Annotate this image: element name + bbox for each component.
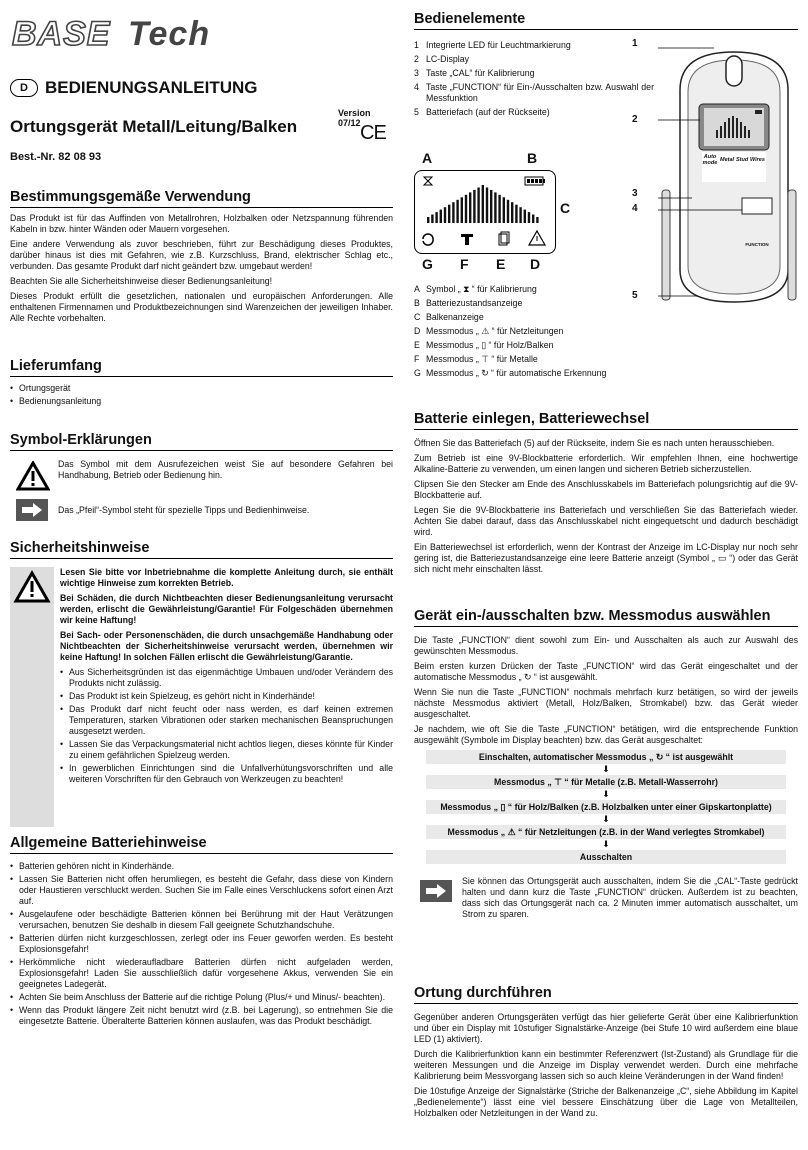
device-illustration	[632, 38, 798, 310]
ce-mark: CE	[360, 122, 386, 144]
flow-step: Messmodus „ ⚠ “ für Netzleitungen (z.B. in der Wand verlegtes Stromkabel)	[426, 825, 786, 839]
lcd-bar-segment	[524, 210, 526, 223]
lcd-bar-segment	[519, 207, 521, 223]
legend-item: A Symbol „ ⧗ “ für Kalibrierung	[414, 284, 537, 294]
scope-heading: Lieferumfang	[10, 358, 393, 377]
paragraph: Dieses Produkt erfüllt die gesetzlichen, nationalen und europäischen Anforderungen. Alle enthaltenen Firmennamen und Produktbezeichnungen sind Warenzeichen der jeweiligen Inhaber. Alle Rechte vorbehalten.	[10, 291, 393, 323]
list-item: • Lassen Sie Batterien nicht offen herumliegen, es besteht die Gefahr, dass diese von Kindern oder Haustieren verschluckt werden. Suchen Sie im Falle eines Verschluckens sofort einen Arzt auf.	[10, 874, 393, 907]
list-item: • Lassen Sie das Verpackungsmaterial nicht achtlos liegen, dieses könnte für Kinder zu einem gefährlichen Spielzeug werden.	[60, 739, 393, 761]
lcd-bar-segment	[494, 192, 496, 223]
list-item: • Ausgelaufene oder beschädigte Batterien können bei Berührung mit der Haut Verätzungen verursachen, benutzen Sie deshalb in diesem Fall geeignete Schutzhandschuhe.	[10, 909, 393, 931]
legend-item: C Balkenanzeige	[414, 312, 484, 322]
battery-icon	[525, 177, 545, 185]
paragraph: Legen Sie die 9V-Blockbatterie ins Batteriefach und verschließen Sie das Batteriefach wieder. Achten Sie dabei darauf, dass das Anschlusskabel nicht eingequetscht und dadurch beschädigt wird.	[414, 505, 798, 537]
wires-mode-icon	[529, 231, 545, 245]
lcd-bar-segment	[465, 195, 467, 223]
language-badge: D	[10, 79, 38, 97]
list-item: • Das Produkt ist kein Spielzeug, es gehört nicht in Kinderhände!	[60, 691, 393, 702]
lcd-bar-segment	[486, 188, 488, 224]
paragraph: Beim ersten kurzen Drücken der Taste „FUNCTION“ wird das Gerät eingeschaltet und der automatische Messmodus „ ↻ “ ist ausgewählt.	[414, 661, 798, 682]
list-item: • Batterien gehören nicht in Kinderhände.	[10, 861, 393, 872]
display-letter-b: B	[527, 150, 538, 166]
paragraph: Ein Batteriewechsel ist erforderlich, wenn der Kontrast der Anzeige im LC-Display nur noch sehr gering ist, die Batteriezustandsanzeige eine leere Batterie anzeigt (Symbol „ ▭ “) oder das Gerät sich nicht mehr einschalten lässt.	[414, 542, 798, 574]
device-mode-auto: Auto mode	[702, 154, 718, 166]
lcd-bar-segment	[452, 202, 454, 223]
control-item: 4 Taste „FUNCTION“ für Ein-/Ausschalten bzw. Auswahl der Messfunktion	[414, 82, 654, 103]
intended-use-heading: Bestimmungsgemäße Verwendung	[10, 189, 393, 208]
arrow-tip-icon	[16, 499, 48, 521]
list-item: • Das Produkt darf nicht feucht oder nass werden, es darf keinen extremen Temperaturen, starken Vibrationen oder starken mechanischen Beanspruchungen ausgesetzt werden.	[60, 704, 393, 737]
device-label-1: 1	[632, 38, 638, 49]
flow-step: Messmodus „ ▯ “ für Holz/Balken (z.B. Holzbalken unter einer Gipskartonplatte)	[426, 800, 786, 814]
control-item: 3 Taste „CAL“ für Kalibrierung	[414, 68, 535, 78]
battery-insert-heading: Batterie einlegen, Batteriewechsel	[414, 411, 798, 430]
display-diagram	[414, 150, 584, 280]
legend-item: D Messmodus „ ⚠ “ für Netzleitungen	[414, 326, 564, 336]
lcd-bar-segment	[461, 197, 463, 223]
warning-icon	[10, 567, 54, 607]
tip-text: Sie können das Ortungsgerät auch ausschalten, indem Sie die „CAL“-Taste gedrückt halten und dann kurz die Taste „FUNCTION“ drücken. Außerdem ist zu beachten, dass sich das Ortungsgerät nach ca. 2 Minuten immer automatisch ausschaltet, um Strom zu sparen.	[462, 876, 798, 919]
doc-title: BEDIENUNGSANLEITUNG	[45, 78, 258, 97]
safety-bold-paragraph: Bei Schäden, die durch Nichtbeachten dieser Bedienungsanleitung verursacht werden, erlischt die Gewährleistung/Garantie! Für Folgeschäden übernehmen wir keine Haftung!	[60, 593, 393, 625]
flow-step: Messmodus „ ⊤ “ für Metalle (z.B. Metall-Wasserrohr)	[426, 775, 786, 789]
device-label-2: 2	[632, 114, 638, 125]
lcd-bar-segment	[498, 195, 500, 223]
legend-item: B Batteriezustandsanzeige	[414, 298, 523, 308]
lcd-bar-segment	[532, 215, 534, 224]
device-mode-metal: Metal	[720, 157, 735, 163]
legend-item: E Messmodus „ ▯ “ für Holz/Balken	[414, 340, 554, 350]
list-item: • Herkömmliche nicht wiederaufladbare Batterien dürfen nicht aufgeladen werden, Explosionsgefahr! Laden Sie ausschließlich dafür vorgesehene Akkus, verwenden Sie ein geeignetes Ladegerät.	[10, 957, 393, 990]
lcd-bar-segment	[507, 200, 509, 223]
device-label-3: 3	[632, 188, 638, 199]
control-item: 2 LC-Display	[414, 54, 470, 64]
operate-heading: Ortung durchführen	[414, 985, 798, 1004]
lcd-bar-segment	[477, 188, 479, 224]
control-item: 5 Batteriefach (auf der Rückseite)	[414, 107, 550, 117]
auto-mode-icon	[423, 234, 433, 245]
paragraph: Clipsen Sie den Stecker am Ende des Anschlusskabels im Batteriefach polungsrichtig auf die 9V-Blockbatterie auf.	[414, 479, 798, 500]
device-function-button: FUNCTION	[745, 242, 769, 247]
product-title: Ortungsgerät Metall/Leitung/Balken	[10, 117, 298, 136]
lcd-bar-segment	[448, 205, 450, 223]
lcd-bar-segment	[536, 217, 538, 223]
list-item: • Ortungsgerät	[10, 383, 393, 394]
arrow-text: Das „Pfeil“-Symbol steht für spezielle Tipps und Bedienhinweise.	[58, 505, 310, 515]
metal-mode-icon	[461, 234, 473, 245]
controls-heading: Bedienelemente	[414, 11, 798, 30]
order-number: Best.-Nr. 82 08 93	[10, 151, 102, 163]
paragraph: Öffnen Sie das Batteriefach (5) auf der Rückseite, indem Sie es nach unten herausschieben.	[414, 438, 775, 448]
list-item: • Wenn das Produkt längere Zeit nicht benutzt wird (z.B. bei Lagerung), so entnehmen Sie die eingesetzte Batterie. Überalterte Batterien können auslaufen, was das Produkt beschädigt.	[10, 1005, 393, 1027]
safety-bold-paragraph: Bei Sach- oder Personenschäden, die durch unsachgemäße Handhabung oder Nichtbeachten der Sicherheitshinweise verursacht werden, übernehmen wir keine Haftung! In solchen Fällen erlischt die Gewährleistung/Garantie.	[60, 630, 393, 662]
device-label-4: 4	[632, 203, 638, 214]
brand-logo	[10, 14, 285, 55]
lcd-bar-segment	[435, 212, 437, 223]
paragraph: Die 10stufige Anzeige der Signalstärke (Striche der Balkenanzeige „C“, siehe Abbildung im Kapitel „Bedienelemente“) lässt eine viel bessere Einschätzung über die Lage von Metallteilen, Holzbalken oder Netzleitungen in der Wand zu.	[414, 1086, 798, 1118]
symbols-heading: Symbol-Erklärungen	[10, 432, 393, 451]
list-item: • Achten Sie beim Anschluss der Batterie auf die richtige Polung (Plus/+ und Minus/- beachten).	[10, 992, 393, 1003]
safety-bold-paragraph: Lesen Sie bitte vor Inbetriebnahme die komplette Anleitung durch, sie enthält wichtige Hinweise zum korrekten Betrieb.	[60, 567, 393, 588]
display-letter-e: E	[496, 256, 506, 272]
control-item: 1 Integrierte LED für Leuchtmarkierung	[414, 40, 571, 50]
paragraph: Wenn Sie nun die Taste „FUNCTION“ nochmals mehrfach kurz betätigen, so wird der jeweils nächste Messmodus aktiviert (Metall, Holz/Balken, Stromkabel) bzw. das Gerät wieder ausgeschaltet.	[414, 687, 798, 719]
paragraph: Durch die Kalibrierfunktion kann ein bestimmter Referenzwert (Ist-Zustand) als Grundlage für die weiteren Messungen und die Anzeige im Display verwendet werden. Durch eine mehrfache Kalibrierung beim Messvorgang lassen sich so auch kleine Veränderungen in der Wand finden!	[414, 1049, 798, 1081]
lcd-bar-segment	[473, 190, 475, 223]
lcd-frame	[414, 170, 556, 254]
lcd-bar-segment	[440, 210, 442, 223]
lcd-bar-segment	[503, 197, 505, 223]
warning-icon	[16, 461, 50, 496]
lcd-bar-segment	[528, 212, 530, 223]
down-arrow-icon: ⬇	[602, 764, 610, 774]
safety-heading: Sicherheitshinweise	[10, 540, 393, 559]
lcd-bar-segment	[515, 205, 517, 223]
lcd-bar-segment	[469, 192, 471, 223]
down-arrow-icon: ⬇	[602, 839, 610, 849]
paragraph: Je nachdem, wie oft Sie die Taste „FUNCTION“ betätigen, wird die entsprechende Funktion ausgewählt (Symbole im Display beachten) bzw. das Gerät ausgeschaltet:	[414, 724, 798, 745]
down-arrow-icon: ⬇	[602, 789, 610, 799]
power-heading: Gerät ein-/ausschalten bzw. Messmodus auswählen	[414, 608, 798, 627]
lcd-bar-segment	[431, 215, 433, 224]
list-item: • Bedienungsanleitung	[10, 396, 393, 407]
lcd-bar-segment	[490, 190, 492, 223]
battery-general-heading: Allgemeine Batteriehinweise	[10, 835, 393, 854]
lcd-bar-segment	[444, 207, 446, 223]
arrow-tip-icon	[420, 880, 452, 902]
list-item: • In gewerblichen Einrichtungen sind die Unfallverhütungsvorschriften und alle weiteren Vorschriften für den Gebrauch von Werkzeugen zu beachten!	[60, 763, 393, 785]
list-item: • Batterien dürfen nicht kurzgeschlossen, zerlegt oder ins Feuer geworfen werden. Es besteht Explosionsgefahr!	[10, 933, 393, 955]
stud-mode-icon	[499, 232, 509, 245]
paragraph: Das Produkt ist für das Auffinden von Metallrohren, Holzbalken oder Netzspannung führenden Kabeln in bzw. hinter Wänden oder Mauern vorgesehen.	[10, 213, 393, 234]
down-arrow-icon: ⬇	[602, 814, 610, 824]
display-letter-d: D	[530, 256, 541, 272]
lcd-bar-segment	[482, 185, 484, 223]
lcd-bar-segment	[427, 217, 429, 223]
calibration-icon	[424, 177, 432, 185]
warning-sidebar	[10, 567, 54, 827]
device-mode-stud: Stud	[736, 157, 749, 163]
mode-flow	[426, 750, 786, 864]
paragraph: Eine andere Verwendung als zuvor beschrieben, führt zur Beschädigung dieses Produktes, darüber hinaus ist dies mit Gefahren, wie z.B. Kurzschluss, Brand, elektrischer Schlag etc., verbunden. Das gesamte Produkt darf nicht geändert bzw. umgebaut werden!	[10, 239, 393, 271]
warning-text: Das Symbol mit dem Ausrufezeichen weist Sie auf besondere Gefahren bei Handhabung, Betrieb oder Bedienung hin.	[58, 459, 393, 480]
lcd-bar-segment	[456, 200, 458, 223]
paragraph: Beachten Sie alle Sicherheitshinweise dieser Bedienungsanleitung!	[10, 276, 273, 286]
legend-item: F Messmodus „ ⊤ “ für Metalle	[414, 354, 538, 364]
flow-step: Ausschalten	[426, 850, 786, 864]
signal-bars	[427, 185, 539, 223]
display-letter-c: C	[560, 200, 571, 216]
list-item: • Aus Sicherheitsgründen ist das eigenmächtige Umbauen und/oder Verändern des Produkts nicht zulässig.	[60, 667, 393, 689]
paragraph: Gegenüber anderen Ortungsgeräten verfügt das hier gelieferte Gerät über eine Kalibrierfunktion und über ein Display mit 10stufiger Signalstärke-Anzeige (bei Stufe 10 wird außerdem eine blaue LED (1) aktiviert).	[414, 1012, 798, 1044]
display-letter-f: F	[460, 256, 469, 272]
svg-text:BASE: BASE	[12, 15, 111, 50]
flow-step: Einschalten, automatischer Messmodus „ ↻ “ ist ausgewählt	[426, 750, 786, 764]
version: Version 07/12	[338, 108, 371, 128]
legend-item: G Messmodus „ ↻ “ für automatische Erkennung	[414, 368, 607, 378]
display-letter-a: A	[422, 150, 433, 166]
device-label-5: 5	[632, 290, 638, 301]
lcd-bar-segment	[511, 202, 513, 223]
svg-text:Tech: Tech	[128, 15, 211, 50]
paragraph: Die Taste „FUNCTION“ dient sowohl zum Ein- und Ausschalten als auch zur Auswahl des gewünschten Messmodus.	[414, 635, 798, 656]
display-letter-g: G	[422, 256, 433, 272]
paragraph: Zum Betrieb ist eine 9V-Blockbatterie erforderlich. Wir empfehlen Ihnen, eine hochwertige Alkaline-Batterie zu verwenden, um einen langen und sicheren Betrieb sicherzustellen.	[414, 453, 798, 474]
device-mode-wires: Wires	[750, 157, 765, 163]
